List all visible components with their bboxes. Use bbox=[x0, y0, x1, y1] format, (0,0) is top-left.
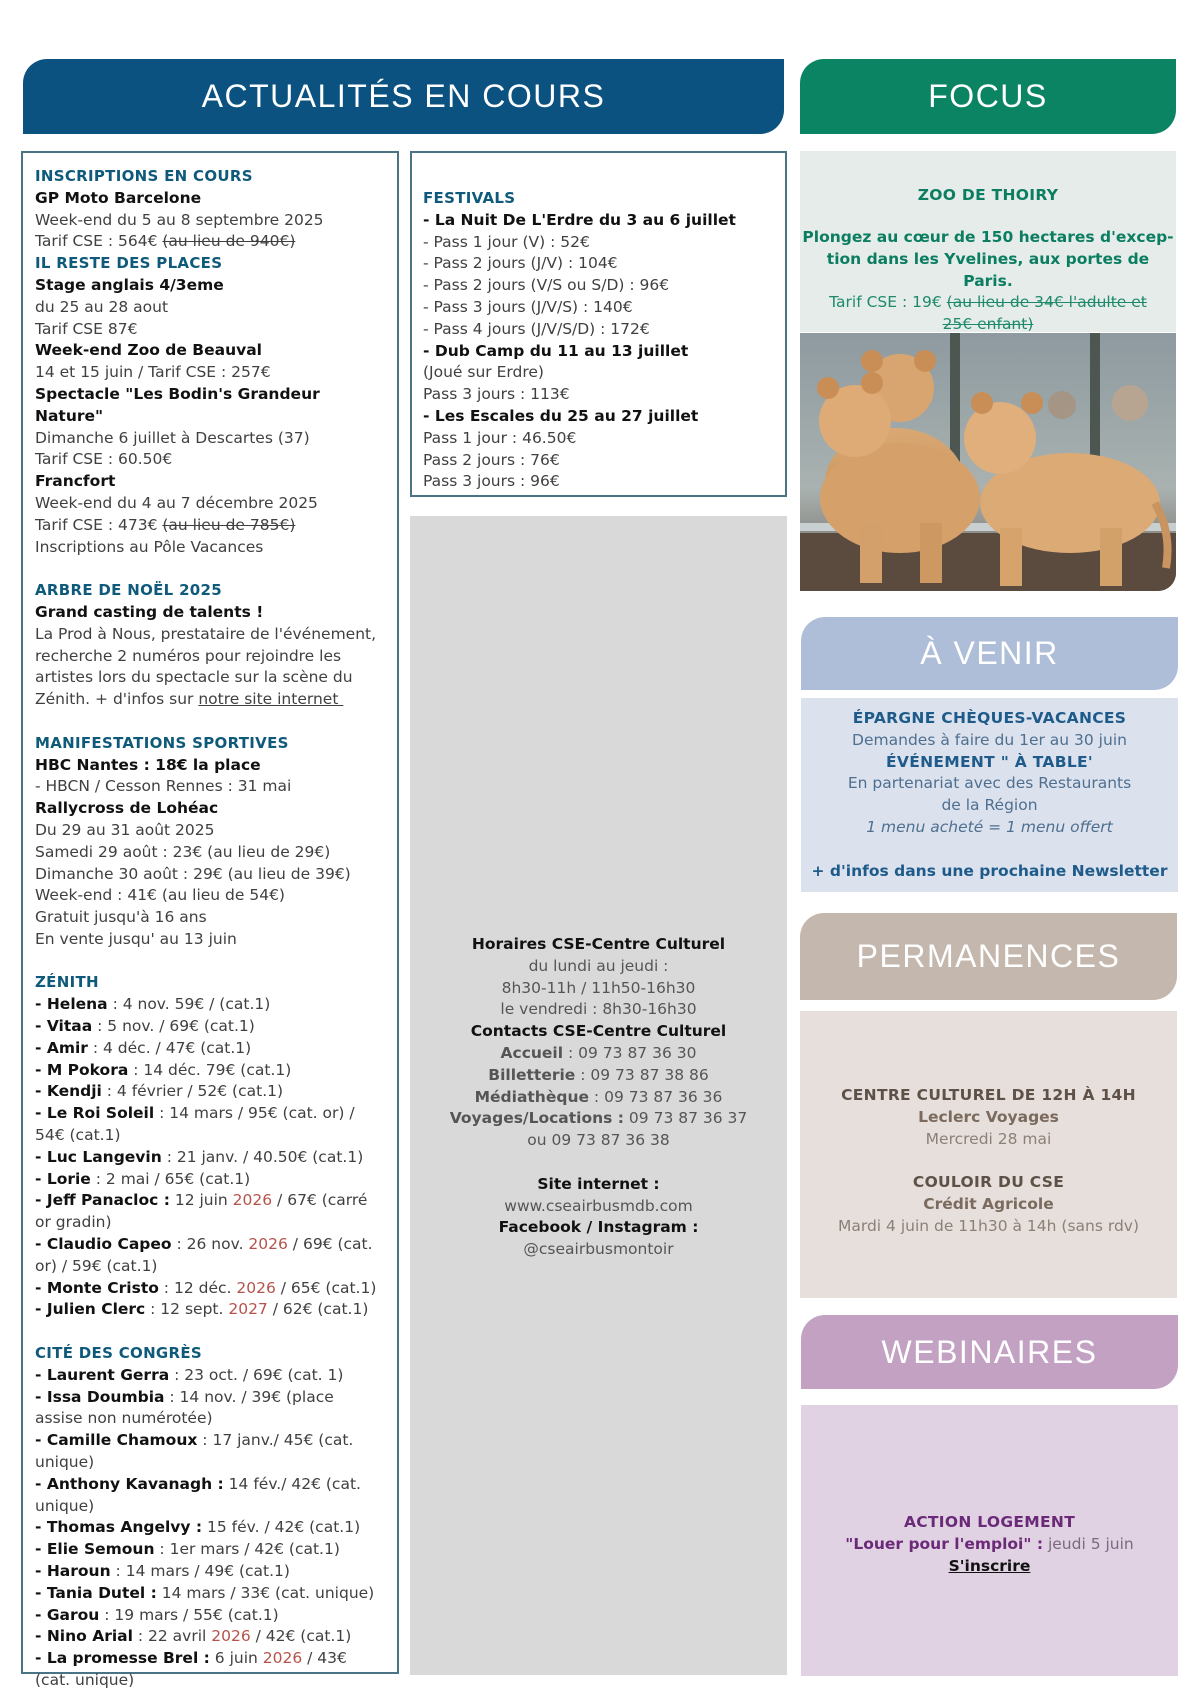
noel-text-4: Zénith. + d'infos sur notre site internet bbox=[35, 690, 344, 709]
artist-row: - Monte Cristo : 12 déc. 2026 / 65€ (cat.1) bbox=[35, 1278, 377, 1297]
nuit-erdre-title: - La Nuit De L'Erdre du 3 au 6 juillet bbox=[423, 210, 736, 229]
artist-row: - Haroun : 14 mars / 49€ (cat.1) bbox=[35, 1562, 290, 1580]
artist-row: - Anthony Kavanagh : 14 fév./ 42€ (cat. unique) bbox=[35, 1474, 366, 1515]
couloir-title: COULOIR DU CSE bbox=[912, 1173, 1065, 1192]
gp-moto-price: Tarif CSE : 564€ (au lieu de 940€) bbox=[35, 232, 296, 251]
escales-title: - Les Escales du 25 au 27 juillet bbox=[423, 406, 699, 425]
festivals-box bbox=[410, 151, 787, 497]
a-venir-panel bbox=[801, 698, 1178, 892]
artist-name: - Elie Semoun bbox=[35, 1540, 155, 1559]
artist-name: - Laurent Gerra bbox=[35, 1365, 170, 1384]
phone-alt: ou 09 73 87 36 38 bbox=[527, 1131, 670, 1150]
artist-row: - Luc Langevin : 21 janv. / 40.50€ (cat.1) bbox=[35, 1147, 364, 1166]
artist-row: - M Pokora : 14 déc. 79€ (cat.1) bbox=[35, 1060, 292, 1079]
artist-row: - Nino Arial : 22 avril 2026 / 42€ (cat.1) bbox=[35, 1627, 352, 1646]
francfort-dates: Week-end du 4 au 7 décembre 2025 bbox=[35, 493, 318, 512]
focus-desc: tion dans les Yvelines, aux portes de Paris. bbox=[826, 250, 1150, 290]
pass-price-item: - Pass 3 jours (J/V/S) : 140€ bbox=[423, 297, 633, 316]
pass-price-item: (Joué sur Erdre) bbox=[423, 363, 544, 382]
artist-name: - Issa Doumbia bbox=[35, 1387, 165, 1406]
event-year: 2026 bbox=[232, 1191, 273, 1210]
event-year: 2026 bbox=[236, 1278, 276, 1297]
event-year: 2026 bbox=[248, 1235, 288, 1254]
gp-moto-dates: Week-end du 5 au 8 septembre 2025 bbox=[35, 210, 324, 229]
focus-price: Tarif CSE : 19€ (au lieu de 34€ l'adulte et bbox=[829, 293, 1147, 311]
focus-tab bbox=[800, 59, 1176, 134]
action-logement-title: ACTION LOGEMENT bbox=[903, 1513, 1076, 1531]
artist-row: - Jeff Panacloc : 12 juin 2026 / 67€ (carré or gradin) bbox=[35, 1191, 373, 1232]
permanences-panel bbox=[800, 1011, 1177, 1298]
stage-dates: du 25 au 28 aout bbox=[35, 297, 169, 316]
a-table-desc: En partenariat avec des Restaurants bbox=[847, 774, 1132, 793]
gp-moto-title: GP Moto Barcelone bbox=[35, 188, 202, 207]
actualites-tab bbox=[23, 59, 784, 134]
lion-cubs-photo-icon bbox=[800, 333, 1176, 591]
artist-name: - Camille Chamoux bbox=[35, 1431, 198, 1450]
phone-list bbox=[410, 1043, 787, 1130]
phone-number: 09 73 87 36 37 bbox=[624, 1109, 748, 1128]
webinaires-panel bbox=[801, 1405, 1178, 1676]
social-label: Facebook / Instagram : bbox=[498, 1218, 699, 1237]
artist-row: - Elie Semoun : 1er mars / 42€ (cat.1) bbox=[35, 1540, 340, 1559]
horaires-line: 8h30-11h / 11h50-16h30 bbox=[501, 978, 696, 997]
site-internet-link[interactable]: notre site internet bbox=[198, 690, 344, 709]
phone-label: Médiathèque bbox=[474, 1087, 589, 1106]
leclerc-date: Mercredi 28 mai bbox=[925, 1129, 1052, 1148]
artist-row: - Vitaa : 5 nov. / 69€ (cat.1) bbox=[35, 1017, 255, 1036]
artist-row: - Le Roi Soleil : 14 mars / 95€ (cat. or) / 54€ (cat.1) bbox=[35, 1104, 360, 1145]
artist-row: - Laurent Gerra : 23 oct. / 69€ (cat. 1) bbox=[35, 1365, 344, 1384]
phone-label: Voyages/Locations : bbox=[449, 1109, 624, 1128]
webinaires-tab bbox=[801, 1315, 1178, 1389]
rally-line: Du 29 au 31 août 2025 bbox=[35, 820, 215, 839]
francfort-old-price: (au lieu de 785€) bbox=[162, 515, 296, 534]
event-year: 2026 bbox=[211, 1627, 251, 1646]
focus-title: ZOO DE THOIRY bbox=[917, 186, 1059, 204]
francfort-price: Tarif CSE : 473€ (au lieu de 785€) bbox=[35, 515, 296, 534]
phone-row bbox=[410, 1043, 787, 1065]
artist-row: - Tania Dutel : 14 mars / 33€ (cat. unique) bbox=[35, 1583, 375, 1602]
artist-row: - Issa Doumbia : 14 nov. / 39€ (place assise non numérotée) bbox=[35, 1387, 339, 1428]
focus-title: FOCUS bbox=[928, 78, 1048, 114]
artist-name: - Haroun bbox=[35, 1562, 111, 1580]
a-table-title: ÉVÉNEMENT " À TABLE' bbox=[886, 752, 1093, 771]
phone-number: : 09 73 87 36 30 bbox=[563, 1043, 697, 1062]
francfort-note: Inscriptions au Pôle Vacances bbox=[35, 537, 264, 556]
pass-price-item: - Pass 2 jours (V/S ou S/D) : 96€ bbox=[423, 276, 670, 295]
artist-name: - Luc Langevin bbox=[35, 1147, 162, 1166]
dub-camp-list bbox=[423, 362, 774, 406]
escales-list bbox=[423, 428, 774, 493]
phone-number: : 09 73 87 38 86 bbox=[575, 1065, 709, 1084]
pass-price-item: Pass 2 jours : 76€ bbox=[423, 450, 560, 469]
focus-desc: Plongez au cœur de 150 hectares d'excep- bbox=[802, 228, 1174, 246]
pass-price-item: Pass 3 jours : 113€ bbox=[423, 385, 570, 404]
zenith-heading: ZÉNITH bbox=[35, 973, 99, 992]
site-url-link[interactable]: www.cseairbusmdb.com bbox=[504, 1196, 693, 1215]
noel-text-1: La Prod à Nous, prestataire de l'événement, bbox=[35, 624, 377, 643]
rally-line: Samedi 29 août : 23€ (au lieu de 29€) bbox=[35, 842, 331, 861]
hbc-match: - HBCN / Cesson Rennes : 31 mai bbox=[35, 777, 292, 796]
sinscrire-link[interactable]: S'inscrire bbox=[948, 1556, 1031, 1575]
noel-heading: ARBRE DE NOËL 2025 bbox=[35, 581, 223, 600]
epargne-desc: Demandes à faire du 1er au 30 juin bbox=[852, 730, 1127, 749]
louer-emploi-line: "Louer pour l'emploi" : jeudi 5 juin bbox=[845, 1534, 1134, 1553]
horaires-line: le vendredi : 8h30-16h30 bbox=[500, 1000, 697, 1019]
artist-row: - Kendji : 4 février / 52€ (cat.1) bbox=[35, 1082, 284, 1101]
event-year: 2026 bbox=[262, 1649, 303, 1668]
rally-line: Week-end : 41€ (au lieu de 54€) bbox=[35, 886, 285, 905]
artist-name: - Amir bbox=[35, 1038, 88, 1057]
horaires-line: du lundi au jeudi : bbox=[528, 956, 669, 975]
actualites-left-box bbox=[21, 151, 399, 1689]
artist-row: - La promesse Brel : 6 juin 2026 / 43€ (cat. unique) bbox=[35, 1649, 352, 1689]
artist-row: - Thomas Angelvy : 15 fév. / 42€ (cat.1) bbox=[35, 1518, 361, 1537]
epargne-title: ÉPARGNE CHÈQUES-VACANCES bbox=[852, 709, 1127, 727]
lion-cubs-image bbox=[800, 333, 1176, 591]
a-table-desc: de la Région bbox=[941, 796, 1038, 815]
a-venir-tab bbox=[801, 617, 1178, 690]
phone-row bbox=[410, 1108, 787, 1130]
phone-number: : 09 73 87 36 36 bbox=[589, 1087, 723, 1106]
artist-row: - Camille Chamoux : 17 janv./ 45€ (cat. unique) bbox=[35, 1431, 359, 1472]
stage-title: Stage anglais 4/3eme bbox=[35, 275, 224, 294]
artist-row: - Garou : 19 mars / 55€ (cat.1) bbox=[35, 1605, 279, 1624]
beauval-title: Week-end Zoo de Beauval bbox=[35, 341, 262, 360]
artist-name: - Anthony Kavanagh : bbox=[35, 1474, 224, 1493]
bodin-date: Dimanche 6 juillet à Descartes (37) bbox=[35, 428, 310, 447]
focus-old-price: (au lieu de 34€ l'adulte et bbox=[946, 293, 1147, 311]
noel-title: Grand casting de talents ! bbox=[35, 602, 264, 621]
artist-name: - Tania Dutel : bbox=[35, 1583, 157, 1602]
credit-agricole: Crédit Agricole bbox=[923, 1194, 1054, 1213]
beauval-info: 14 et 15 juin / Tarif CSE : 257€ bbox=[35, 363, 271, 382]
hbc-title: HBC Nantes : 18€ la place bbox=[35, 755, 261, 774]
pass-price-item: - Pass 2 jours (J/V) : 104€ bbox=[423, 254, 618, 273]
artist-row: - Julien Clerc : 12 sept. 2027 / 62€ (cat.1) bbox=[35, 1300, 369, 1319]
a-table-offer: 1 menu acheté = 1 menu offert bbox=[866, 817, 1113, 836]
centre-culturel-title: CENTRE CULTUREL DE 12H À 14H bbox=[841, 1086, 1136, 1104]
permanences-tab bbox=[800, 913, 1177, 1000]
artist-name: - Kendji bbox=[35, 1082, 102, 1101]
dub-camp-title: - Dub Camp du 11 au 13 juillet bbox=[423, 341, 689, 360]
actualites-title: ACTUALITÉS EN COURS bbox=[201, 78, 606, 114]
pass-price-item: Pass 3 jours : 96€ bbox=[423, 472, 560, 491]
artist-name: - Garou bbox=[35, 1605, 100, 1624]
artist-row: - Claudio Capeo : 26 nov. 2026 / 69€ (cat. or) / 59€ (cat.1) bbox=[35, 1235, 378, 1275]
event-year: 2027 bbox=[228, 1300, 268, 1319]
leclerc-voyages: Leclerc Voyages bbox=[918, 1107, 1059, 1126]
a-venir-title: À VENIR bbox=[920, 635, 1059, 671]
inscriptions-heading: INSCRIPTIONS EN COURS bbox=[35, 167, 253, 185]
stage-price: Tarif CSE 87€ bbox=[35, 319, 138, 338]
noel-text-2: recherche 2 numéros pour rejoindre les bbox=[35, 646, 342, 665]
pass-price-item: Pass 1 jour : 46.50€ bbox=[423, 428, 577, 447]
artist-name: - Nino Arial bbox=[35, 1627, 133, 1646]
rally-line: En vente jusqu' au 13 juin bbox=[35, 929, 237, 948]
phone-label: Billetterie bbox=[488, 1065, 576, 1084]
noel-text-3: artistes lors du spectacle sur la scène du bbox=[35, 668, 353, 687]
places-heading: IL RESTE DES PLACES bbox=[35, 254, 223, 273]
sport-heading: MANIFESTATIONS SPORTIVES bbox=[35, 733, 289, 752]
phone-row bbox=[410, 1087, 787, 1109]
phone-label: Accueil bbox=[500, 1043, 564, 1062]
congres-heading: CITÉ DES CONGRÈS bbox=[35, 1344, 203, 1363]
bodin-price: Tarif CSE : 60.50€ bbox=[35, 450, 173, 469]
artist-row: - Helena : 4 nov. 59€ / (cat.1) bbox=[35, 995, 271, 1014]
contacts-title: Contacts CSE-Centre Culturel bbox=[470, 1022, 727, 1041]
congres-list bbox=[35, 1365, 385, 1692]
francfort-title: Francfort bbox=[35, 472, 116, 491]
bodin-title: Spectacle "Les Bodin's Grandeur Nature" bbox=[35, 384, 320, 425]
credit-agricole-date: Mardi 4 juin de 11h30 à 14h (sans rdv) bbox=[837, 1216, 1140, 1235]
artist-name: - La promesse Brel : bbox=[35, 1649, 210, 1668]
zenith-list bbox=[35, 994, 385, 1321]
site-label: Site internet : bbox=[537, 1174, 660, 1193]
artist-name: - M Pokora bbox=[35, 1060, 129, 1079]
artist-name: - Monte Cristo bbox=[35, 1278, 159, 1297]
permanences-title: PERMANENCES bbox=[856, 938, 1121, 974]
festivals-heading: FESTIVALS bbox=[423, 189, 516, 207]
artist-name: - Thomas Angelvy : bbox=[35, 1518, 203, 1537]
artist-row: - Lorie : 2 mai / 65€ (cat.1) bbox=[35, 1169, 251, 1188]
webinaires-title: WEBINAIRES bbox=[881, 1333, 1098, 1370]
phone-row bbox=[410, 1065, 787, 1087]
contact-panel bbox=[410, 516, 787, 1675]
artist-name: - Le Roi Soleil bbox=[35, 1104, 155, 1123]
pass-price-item: - Pass 4 jours (J/V/S/D) : 172€ bbox=[423, 319, 650, 338]
focus-old-price: 25€ enfant) bbox=[942, 314, 1034, 333]
rally-line: Dimanche 30 août : 29€ (au lieu de 39€) bbox=[35, 864, 351, 883]
horaires-title: Horaires CSE-Centre Culturel bbox=[471, 935, 726, 953]
newsletter-note: + d'infos dans une prochaine Newsletter bbox=[811, 861, 1168, 880]
pass-price-item: - Pass 1 jour (V) : 52€ bbox=[423, 232, 590, 251]
artist-row: - Amir : 4 déc. / 47€ (cat.1) bbox=[35, 1038, 252, 1057]
artist-name: - Claudio Capeo bbox=[35, 1235, 172, 1254]
focus-panel bbox=[800, 151, 1176, 332]
artist-name: - Helena bbox=[35, 995, 108, 1014]
nuit-erdre-list bbox=[423, 232, 774, 341]
artist-name: - Jeff Panacloc : bbox=[35, 1191, 170, 1210]
artist-name: - Lorie bbox=[35, 1169, 91, 1188]
gp-moto-old-price: (au lieu de 940€) bbox=[162, 232, 296, 251]
artist-name: - Vitaa bbox=[35, 1017, 93, 1036]
social-handle-link[interactable]: @cseairbusmontoir bbox=[523, 1240, 674, 1259]
rally-title: Rallycross de Lohéac bbox=[35, 799, 219, 818]
artist-name: - Julien Clerc bbox=[35, 1300, 146, 1319]
rally-line: Gratuit jusqu'à 16 ans bbox=[35, 908, 207, 927]
